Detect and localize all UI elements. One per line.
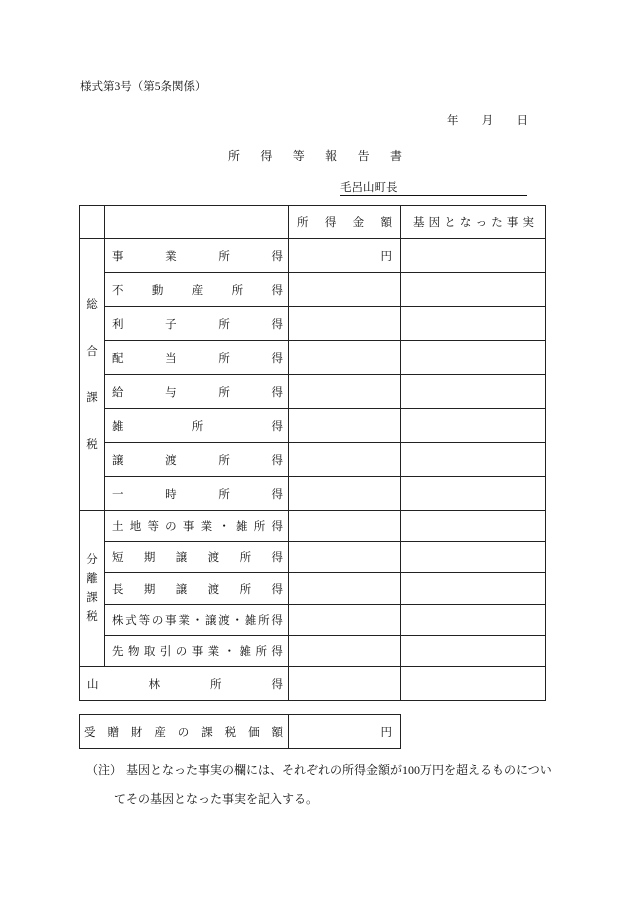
label-char: 受	[84, 726, 96, 739]
row-label-stock-business-transfer-misc-income	[105, 605, 289, 636]
label-char: 時	[165, 488, 177, 501]
label-char: 得	[271, 678, 283, 691]
label-char: 所	[218, 250, 230, 263]
basis-cell	[401, 375, 546, 409]
amount-cell	[289, 273, 401, 307]
label-char: 得	[271, 420, 283, 433]
label-char: 株	[112, 615, 124, 627]
label-char: 得	[271, 250, 283, 263]
document-title	[228, 149, 402, 163]
label-char: 山	[87, 678, 99, 691]
label-char: 合	[86, 345, 98, 358]
header-blank-cell	[80, 206, 105, 239]
amount-cell	[289, 409, 401, 443]
label-char: な	[459, 217, 472, 229]
label-char: 業	[178, 615, 190, 627]
label-char: 給	[112, 386, 124, 399]
basis-cell	[401, 239, 546, 273]
label-char: 動	[151, 284, 164, 297]
label-char: 引	[159, 646, 172, 658]
label-char: ・	[218, 521, 230, 533]
label-char: 地	[129, 521, 142, 533]
label-char: の	[175, 646, 188, 658]
label-char: 所	[255, 646, 267, 658]
amount-cell	[289, 477, 401, 511]
label-char: 土	[112, 521, 124, 533]
label-char: 書	[389, 149, 402, 163]
label-char: 産	[154, 726, 166, 739]
label-char: 渡	[207, 583, 220, 596]
label-char: 所	[218, 386, 230, 399]
label-char: 得	[271, 646, 283, 658]
label-char: ・	[231, 615, 244, 627]
note-text-line: 基因となった事実の欄には、それぞれの所得金額が100万円を超えるものについ	[126, 763, 552, 777]
label-char: 子	[165, 318, 177, 331]
header-amount	[289, 206, 401, 239]
label-char: 取	[143, 646, 156, 658]
label-char: 基	[413, 217, 425, 229]
label-char: 得	[271, 454, 283, 467]
label-char: 所	[258, 615, 270, 627]
label-char: 所	[218, 352, 230, 365]
amount-cell	[289, 573, 401, 605]
amount-cell	[289, 375, 401, 409]
label-char: 月	[481, 115, 494, 127]
label-char: 所	[239, 583, 252, 596]
label-char: 告	[357, 149, 370, 163]
label-char: 譲	[112, 454, 124, 467]
label-char: 渡	[165, 454, 177, 467]
label-char	[493, 114, 505, 128]
basis-cell	[401, 573, 546, 605]
header-basis	[401, 206, 546, 239]
label-char	[459, 114, 471, 128]
row-label-interest-income	[105, 307, 289, 341]
label-char: 等	[138, 615, 151, 627]
gift-property-table	[79, 714, 401, 749]
label-char: 事	[191, 646, 204, 658]
label-char: 離	[86, 573, 98, 585]
label-char: 税	[86, 438, 98, 451]
row-label-transfer-income	[105, 443, 289, 477]
label-char: 所	[239, 552, 252, 564]
label-char: 林	[148, 678, 160, 691]
basis-cell	[401, 477, 546, 511]
label-char: 得	[271, 284, 283, 297]
label-char: 先	[112, 646, 124, 658]
label-char: 雑	[112, 420, 124, 433]
gift-property-label	[80, 715, 289, 749]
amount-cell	[289, 443, 401, 477]
row-label-dividend-income	[105, 341, 289, 375]
label-char: 所	[297, 217, 309, 229]
label-char: 額	[271, 726, 283, 739]
label-char: 価	[248, 726, 260, 739]
label-char: 業	[207, 646, 220, 658]
label-char: 産	[191, 284, 204, 297]
basis-cell	[401, 273, 546, 307]
label-char: 所	[231, 284, 244, 297]
label-char: 与	[165, 386, 177, 399]
label-char: 事	[165, 615, 177, 627]
row-label-occasional-income	[105, 477, 289, 511]
label-char: 所	[218, 454, 230, 467]
row-label-futures-business-misc-income	[105, 636, 289, 667]
label-char: 得	[271, 352, 283, 365]
amount-cell	[289, 341, 401, 375]
header-blank-cell	[105, 206, 289, 239]
label-char: と	[444, 217, 456, 229]
label-char: 年	[447, 115, 459, 127]
basis-cell	[401, 667, 546, 701]
label-char: の	[165, 521, 177, 533]
label-char: 分	[86, 554, 98, 566]
basis-cell	[401, 307, 546, 341]
label-char: 譲	[204, 615, 217, 627]
label-char: 報	[325, 149, 338, 163]
label-char: 期	[143, 552, 156, 564]
basis-cell	[401, 409, 546, 443]
label-char	[505, 114, 517, 128]
basis-cell	[401, 443, 546, 477]
amount-cell	[289, 667, 401, 701]
label-char: 物	[127, 646, 140, 658]
label-char: 総	[86, 299, 98, 311]
label-char: 得	[271, 552, 283, 564]
basis-cell	[401, 341, 546, 375]
label-char: 税	[224, 726, 237, 739]
basis-cell	[401, 511, 546, 542]
yen-unit: 円	[380, 726, 392, 739]
amount-cell	[289, 636, 401, 667]
label-char: 不	[112, 284, 124, 297]
addressee: 毛呂山町長	[340, 181, 527, 196]
date-line	[447, 114, 528, 128]
label-char: 利	[112, 318, 124, 331]
label-char: 所	[191, 420, 204, 433]
label-char: 所	[218, 318, 230, 331]
label-char: 所	[210, 678, 222, 691]
label-char: の	[177, 726, 190, 739]
row-label-land-business-misc-income	[105, 511, 289, 542]
label-char: 金	[352, 217, 365, 229]
label-char: 等	[147, 521, 159, 533]
label-char: 式	[125, 615, 137, 627]
label-char: 渡	[218, 615, 230, 627]
label-char: 得	[271, 583, 283, 596]
amount-cell	[289, 307, 401, 341]
label-char: 額	[380, 217, 392, 229]
amount-cell	[289, 605, 401, 636]
label-char: 所	[228, 149, 241, 163]
row-label-short-term-transfer-income	[105, 542, 289, 573]
label-char: 事	[506, 217, 519, 229]
row-label-business-income	[105, 239, 289, 273]
label-char: っ	[475, 217, 488, 229]
group-label-comprehensive-taxation	[80, 239, 105, 511]
label-char: た	[491, 217, 503, 229]
label-char: 課	[86, 392, 98, 405]
gift-amount-cell	[289, 715, 401, 749]
row-label-long-term-transfer-income	[105, 573, 289, 605]
row-label-real-estate-income	[105, 273, 289, 307]
label-char	[470, 114, 482, 128]
label-char: 得	[271, 318, 283, 331]
label-char: 事	[182, 521, 195, 533]
label-char: 渡	[207, 552, 220, 564]
label-char: 長	[112, 583, 124, 596]
label-char: 業	[165, 250, 177, 263]
label-char: 日	[516, 115, 528, 127]
yen-unit: 円	[380, 250, 392, 263]
amount-cell	[289, 542, 401, 573]
note-text-line: てその基因となった事実を記入する。	[114, 792, 319, 806]
label-char: 期	[143, 583, 156, 596]
amount-cell	[289, 239, 401, 273]
label-char: 所	[218, 488, 230, 501]
label-char: 贈	[107, 726, 119, 739]
income-table	[79, 205, 546, 701]
label-char: 所	[253, 521, 266, 533]
label-char: 雑	[236, 521, 248, 533]
label-char: ・	[223, 646, 236, 658]
label-char: 得	[324, 217, 337, 229]
label-char: 得	[260, 149, 273, 163]
form-number: 様式第3号（第5条関係）	[80, 81, 207, 93]
row-label-forest-income	[80, 667, 289, 701]
row-label-salary-income	[105, 375, 289, 409]
label-char: 得	[271, 386, 283, 399]
label-char: 等	[292, 149, 305, 163]
label-char: 譲	[175, 583, 188, 596]
amount-cell	[289, 511, 401, 542]
label-char: 雑	[239, 646, 251, 658]
label-char: 税	[86, 611, 98, 623]
basis-cell	[401, 542, 546, 573]
row-label-miscellaneous-income	[105, 409, 289, 443]
label-char: 財	[130, 726, 143, 739]
label-char: 得	[271, 488, 283, 501]
label-char: 雑	[244, 615, 257, 627]
basis-cell	[401, 636, 546, 667]
label-char: 当	[165, 352, 177, 365]
label-char: 業	[200, 521, 213, 533]
label-char: の	[151, 615, 164, 627]
label-char: 譲	[175, 552, 188, 564]
label-char: 実	[522, 217, 534, 229]
label-char: 得	[271, 521, 283, 533]
label-char: 因	[428, 217, 441, 229]
label-char: 事	[112, 250, 124, 263]
basis-cell	[401, 605, 546, 636]
label-char: 一	[112, 488, 124, 501]
label-char: 課	[201, 726, 213, 739]
note-marker: （注）	[86, 763, 123, 777]
label-char: 得	[271, 615, 283, 627]
group-label-separate-taxation	[80, 511, 105, 667]
label-char: 配	[112, 352, 124, 365]
label-char: 短	[112, 552, 124, 564]
label-char: ・	[191, 615, 204, 627]
label-char: 課	[86, 592, 98, 604]
